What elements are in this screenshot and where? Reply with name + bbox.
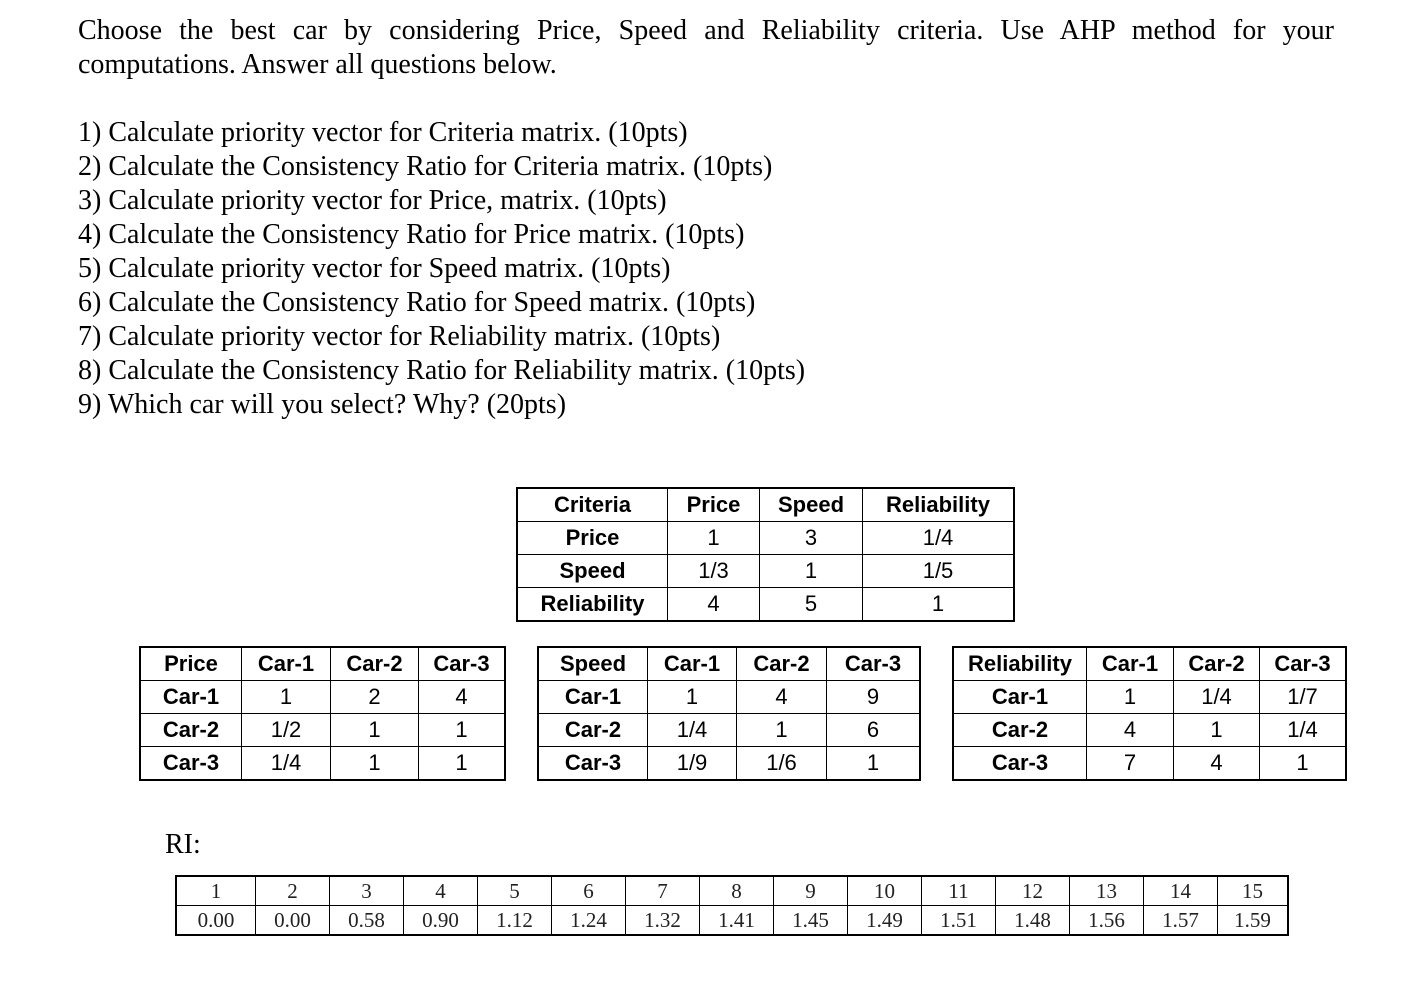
table-cell: 4 — [1087, 714, 1174, 747]
header-cell: Car-1 — [648, 648, 737, 681]
header-cell: Car-3 — [1260, 648, 1346, 681]
question-item: 3) Calculate priority vector for Price, matrix. (10pts) — [78, 185, 667, 216]
criteria-matrix-table — [517, 488, 1014, 621]
ri-value-cell: 1.56 — [1070, 906, 1144, 935]
table-cell: 5 — [760, 588, 863, 621]
ri-value-cell: 1.45 — [774, 906, 848, 935]
table-cell: 1/5 — [863, 555, 1014, 588]
table-cell: 1/4 — [648, 714, 737, 747]
ri-value-cell: 0.00 — [256, 906, 330, 935]
header-cell: Car-2 — [331, 648, 419, 681]
row-label: Reliability — [518, 588, 668, 621]
ri-value-cell: 1.59 — [1218, 906, 1288, 935]
table-cell: 1/4 — [1174, 681, 1260, 714]
table-cell: 1 — [1087, 681, 1174, 714]
row-label: Car-3 — [539, 747, 648, 780]
table-row — [954, 747, 1346, 780]
table-cell: 1 — [668, 522, 760, 555]
ri-value-cell: 1.24 — [552, 906, 626, 935]
table-cell: 1 — [419, 747, 505, 780]
ri-size-row — [177, 877, 1288, 906]
question-list — [78, 116, 805, 422]
table-cell: 1 — [737, 714, 827, 747]
table-cell: 1 — [1174, 714, 1260, 747]
table-header-row — [141, 648, 505, 681]
ri-value-cell: 0.58 — [330, 906, 404, 935]
row-label: Car-1 — [539, 681, 648, 714]
header-cell: Car-3 — [827, 648, 920, 681]
ri-value-cell: 1.57 — [1144, 906, 1218, 935]
ri-value-cell: 1.12 — [478, 906, 552, 935]
header-cell: Price — [668, 489, 760, 522]
table-cell: 1 — [331, 714, 419, 747]
row-label: Car-2 — [141, 714, 242, 747]
question-item: 6) Calculate the Consistency Ratio for Speed matrix. (10pts) — [78, 287, 756, 318]
table-cell: 1 — [242, 681, 331, 714]
table-cell: 1 — [863, 588, 1014, 621]
table-cell: 1 — [827, 747, 920, 780]
table-cell: 7 — [1087, 747, 1174, 780]
ri-value-cell: 1.51 — [922, 906, 996, 935]
table-header-row — [954, 648, 1346, 681]
table-row — [539, 681, 920, 714]
row-label: Car-1 — [141, 681, 242, 714]
ri-value-cell: 1.48 — [996, 906, 1070, 935]
question-item: 8) Calculate the Consistency Ratio for Reliability matrix. (10pts) — [78, 355, 806, 386]
table-cell: 4 — [737, 681, 827, 714]
ri-value-row — [177, 906, 1288, 935]
row-label: Price — [518, 522, 668, 555]
question-item: 7) Calculate priority vector for Reliability matrix. (10pts) — [78, 321, 721, 352]
table-cell: 1/2 — [242, 714, 331, 747]
table-cell: 1/4 — [1260, 714, 1346, 747]
header-cell: Speed — [539, 648, 648, 681]
table-cell: 1 — [1260, 747, 1346, 780]
table-cell: 1 — [648, 681, 737, 714]
table-cell: 1/4 — [863, 522, 1014, 555]
header-cell: Car-2 — [737, 648, 827, 681]
ri-value-cell: 1.49 — [848, 906, 922, 935]
header-cell: Price — [141, 648, 242, 681]
table-cell: 2 — [331, 681, 419, 714]
table-row — [141, 681, 505, 714]
ri-size-cell: 11 — [922, 877, 996, 906]
question-item: 2) Calculate the Consistency Ratio for Criteria matrix. (10pts) — [78, 151, 773, 182]
header-cell: Car-3 — [419, 648, 505, 681]
table-row — [539, 714, 920, 747]
row-label: Car-2 — [539, 714, 648, 747]
ri-value-cell: 0.90 — [404, 906, 478, 935]
price-matrix-table — [140, 647, 505, 780]
table-cell: 1/3 — [668, 555, 760, 588]
table-cell: 4 — [1174, 747, 1260, 780]
ri-size-cell: 6 — [552, 877, 626, 906]
row-label: Car-2 — [954, 714, 1087, 747]
table-cell: 1 — [331, 747, 419, 780]
table-cell: 3 — [760, 522, 863, 555]
table-row — [141, 747, 505, 780]
table-cell: 6 — [827, 714, 920, 747]
ri-size-cell: 8 — [700, 877, 774, 906]
ri-size-cell: 15 — [1218, 877, 1288, 906]
table-cell: 4 — [419, 681, 505, 714]
table-row — [141, 714, 505, 747]
header-cell: Reliability — [863, 489, 1014, 522]
row-label: Speed — [518, 555, 668, 588]
header-cell: Car-1 — [242, 648, 331, 681]
ri-value-cell: 1.32 — [626, 906, 700, 935]
ri-size-cell: 3 — [330, 877, 404, 906]
reliability-matrix-table — [953, 647, 1346, 780]
question-item: 4) Calculate the Consistency Ratio for Price matrix. (10pts) — [78, 219, 745, 250]
header-cell: Reliability — [954, 648, 1087, 681]
ri-size-cell: 7 — [626, 877, 700, 906]
header-cell: Car-1 — [1087, 648, 1174, 681]
header-cell: Speed — [760, 489, 863, 522]
table-header-row — [518, 489, 1014, 522]
table-cell: 1 — [419, 714, 505, 747]
table-row — [954, 681, 1346, 714]
ri-value-cell: 0.00 — [177, 906, 256, 935]
table-row — [518, 588, 1014, 621]
ri-size-cell: 1 — [177, 877, 256, 906]
table-cell: 1/4 — [242, 747, 331, 780]
table-cell: 9 — [827, 681, 920, 714]
ri-size-cell: 14 — [1144, 877, 1218, 906]
ri-size-cell: 10 — [848, 877, 922, 906]
table-row — [954, 714, 1346, 747]
ri-size-cell: 4 — [404, 877, 478, 906]
table-cell: 1 — [760, 555, 863, 588]
speed-matrix-table — [538, 647, 920, 780]
ri-size-cell: 9 — [774, 877, 848, 906]
question-item: 5) Calculate priority vector for Speed matrix. (10pts) — [78, 253, 671, 284]
table-cell: 1/9 — [648, 747, 737, 780]
row-label: Car-3 — [954, 747, 1087, 780]
ri-size-cell: 13 — [1070, 877, 1144, 906]
table-cell: 1/6 — [737, 747, 827, 780]
ri-table — [176, 876, 1288, 935]
ri-label: RI: — [165, 829, 201, 860]
row-label: Car-1 — [954, 681, 1087, 714]
table-row — [518, 522, 1014, 555]
header-cell: Car-2 — [1174, 648, 1260, 681]
question-item: 1) Calculate priority vector for Criteria matrix. (10pts) — [78, 117, 688, 148]
table-cell: 4 — [668, 588, 760, 621]
ri-size-cell: 12 — [996, 877, 1070, 906]
question-item: 9) Which car will you select? Why? (20pts) — [78, 389, 567, 420]
table-row — [539, 747, 920, 780]
table-cell: 1/7 — [1260, 681, 1346, 714]
table-row — [518, 555, 1014, 588]
row-label: Car-3 — [141, 747, 242, 780]
header-cell: Criteria — [518, 489, 668, 522]
ri-value-cell: 1.41 — [700, 906, 774, 935]
ri-size-cell: 2 — [256, 877, 330, 906]
table-header-row — [539, 648, 920, 681]
intro-text: Choose the best car by considering Price, Speed and Reliability criteria. Use AHP method for your computations. Answer all questions below. — [78, 15, 1334, 80]
ri-size-cell: 5 — [478, 877, 552, 906]
